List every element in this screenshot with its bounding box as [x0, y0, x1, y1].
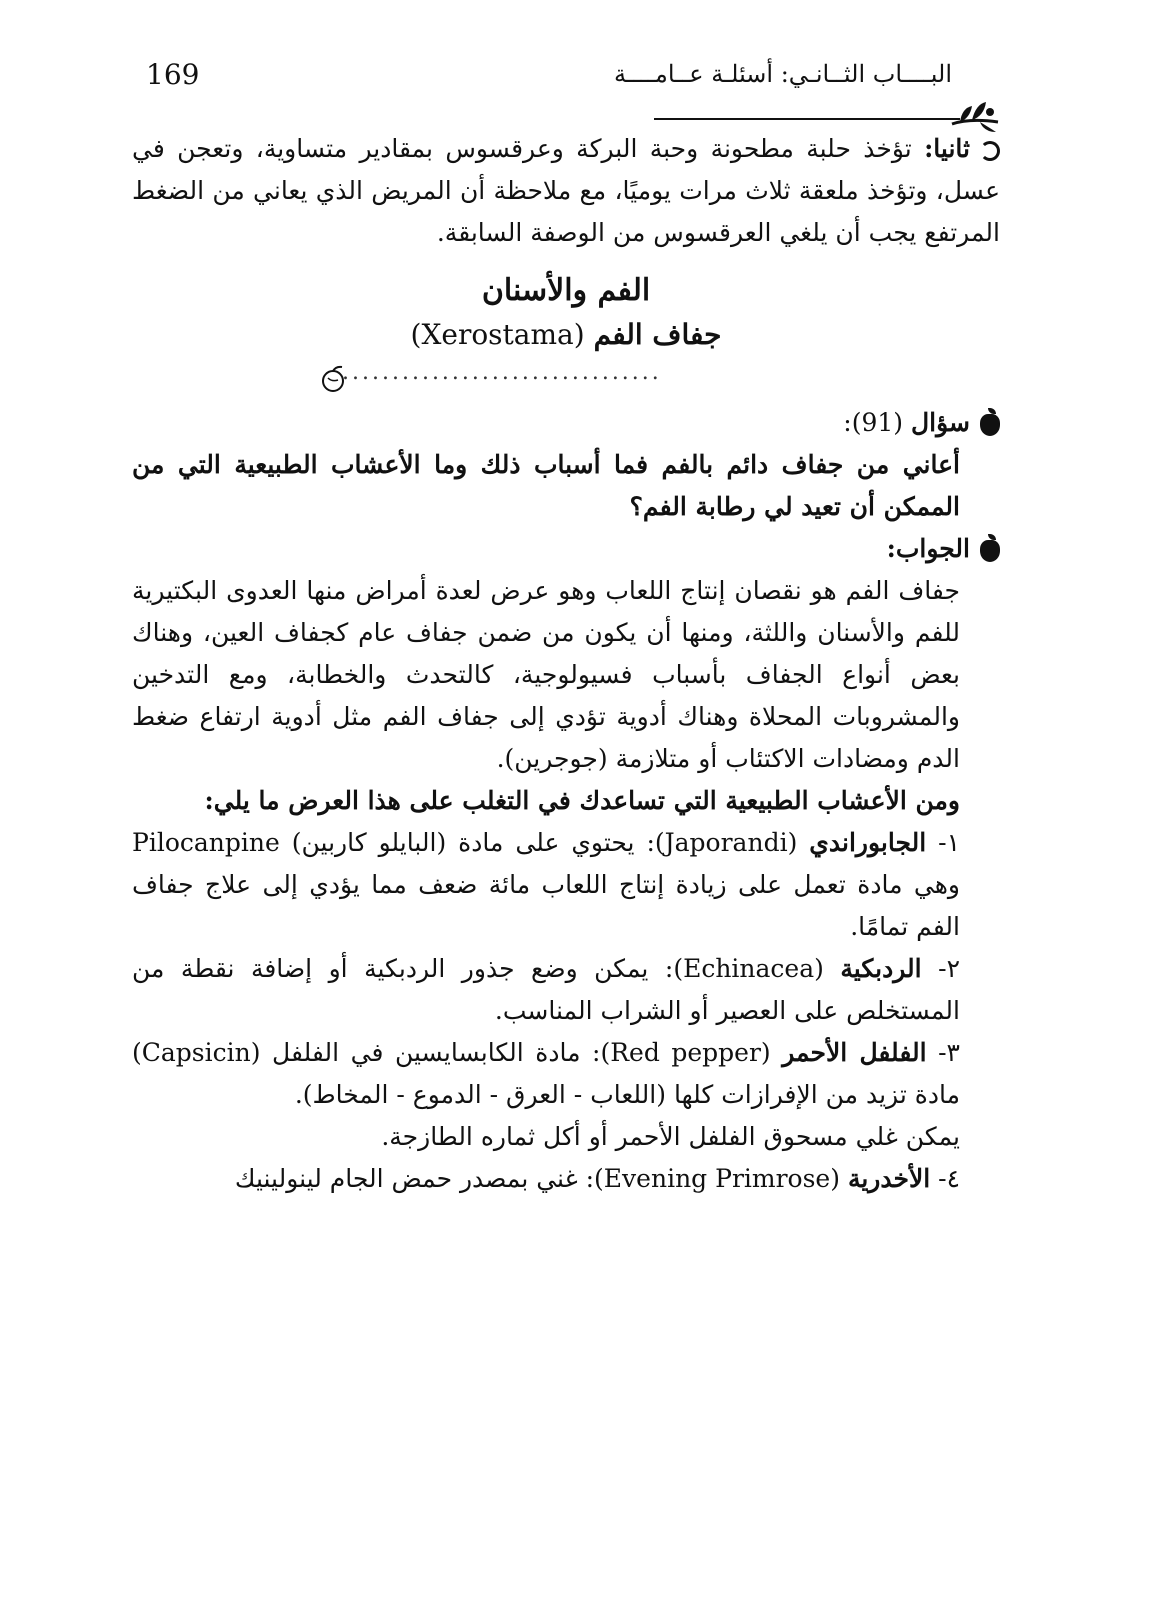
herb-text-continued: مادة تزيد من الإفرازات كلها (اللعاب - العرق - الدموع - المخاط).	[294, 1080, 960, 1109]
section-title: الفم والأسنان	[481, 273, 651, 308]
header-rule	[654, 118, 960, 120]
herb-latin: (Evening Primrose)	[594, 1164, 840, 1193]
question-label: سؤال	[911, 408, 970, 437]
question-text: أعاني من جفاف دائم بالفم فما أسباب ذلك وما الأعشاب الطبيعية التي من الممكن أن تعيد لي رطابة الفم؟	[132, 450, 960, 521]
herb-compound: (Capsicin)	[132, 1038, 261, 1067]
herb-text-continued: وهي مادة تعمل على زيادة إنتاج اللعاب مائة ضعف مما يؤدي إلى علاج جفاف الفم تمامًا.	[132, 870, 960, 941]
section-titles	[132, 268, 1000, 356]
question-heading	[132, 402, 1000, 444]
herb-name: الجابوراندي	[809, 828, 927, 857]
herb-latin: (Red pepper)	[600, 1038, 771, 1067]
herb-compound: Pilocanpine	[132, 828, 280, 857]
page-header	[132, 58, 1000, 128]
answer-heading	[132, 528, 1000, 570]
intro-paragraph	[132, 128, 1000, 254]
section-subtitle	[132, 314, 1000, 356]
herb-latin: (Japorandi)	[654, 828, 798, 857]
subtitle-latin: (Xerostama)	[410, 318, 585, 351]
divider-dots: ................................	[342, 360, 662, 385]
herb-note: يمكن غلي مسحوق الفلفل الأحمر أو أكل ثماره الطازجة.	[381, 1122, 960, 1151]
leaf-ornament-icon	[950, 98, 1000, 134]
answer-label: الجواب:	[886, 534, 970, 563]
item-number: ٣-	[938, 1038, 960, 1067]
item-number: ٢-	[938, 954, 961, 983]
intro-text: تؤخذ حلبة مطحونة وحبة البركة وعرقسوس بمقادير متساوية، وتعجن في عسل، وتؤخذ ملعقة ثلاث مرات يوميًا، مع ملاحظة أن المريض الذي يعاني من الضغط المرتفع يجب أن يلغي العرقسوس من الوصفة السابقة.	[132, 134, 1000, 247]
subtitle-arabic: جفاف الفم	[593, 318, 722, 351]
herb-text: : مادة الكابسايسين في الفلفل	[272, 1038, 601, 1067]
herb-latin: (Echinacea)	[673, 954, 824, 983]
page-number: 169	[146, 58, 200, 91]
herb-item-2	[132, 948, 1000, 1032]
running-title: البــــاب الثــانـي: أسئلـة عــامــــة	[614, 60, 952, 88]
herb-name: الفلفل الأحمر	[782, 1038, 927, 1067]
herb-item-4	[132, 1158, 1000, 1200]
apple-icon	[980, 540, 1000, 562]
item-number: ١-	[938, 828, 961, 857]
apple-icon	[980, 414, 1000, 436]
herb-item-3	[132, 1032, 1000, 1116]
herb-name: الردبكية	[840, 954, 922, 983]
book-page	[132, 58, 1000, 1200]
answer-paragraph: جفاف الفم هو نقصان إنتاج اللعاب وهو عرض لعدة أمراض منها العدوى البكتيرية للفم والأسنان واللثة، ومنها أن يكون من ضمن جفاف عام كجفاف العين، وهناك بعض أنواع الجفاف بأسباب فسيولوجية، كالتحدث والخطابة، ومع التدخين والمشروبات المحلاة وهناك أدوية تؤدي إلى جفاف الفم مثل أدوية ارتفاع ضغط الدم ومضادات الاكتئاب أو متلازمة (جوجرين).	[132, 576, 960, 773]
herb-item-1	[132, 822, 1000, 948]
item-number: ٤-	[938, 1164, 960, 1193]
intro-label: ثانيا:	[924, 134, 971, 163]
herb-text: : يحتوي على مادة (البايلو كاربين)	[291, 828, 655, 857]
herb-name: الأخدرية	[847, 1164, 931, 1193]
dotted-divider	[132, 356, 1000, 398]
fruit-ornament-icon	[318, 364, 348, 394]
herb-text: : غني بمصدر حمض الجام لينولينيك	[234, 1164, 595, 1193]
bullet-icon	[980, 141, 1000, 161]
herb-text: : يمكن وضع جذور الردبكية أو إضافة نقطة من المستخلص على العصير أو الشراب المناسب.	[132, 954, 960, 1025]
herbs-intro: ومن الأعشاب الطبيعية التي تساعدك في التغلب على هذا العرض ما يلي:	[204, 786, 960, 815]
question-number: (91):	[843, 408, 904, 437]
